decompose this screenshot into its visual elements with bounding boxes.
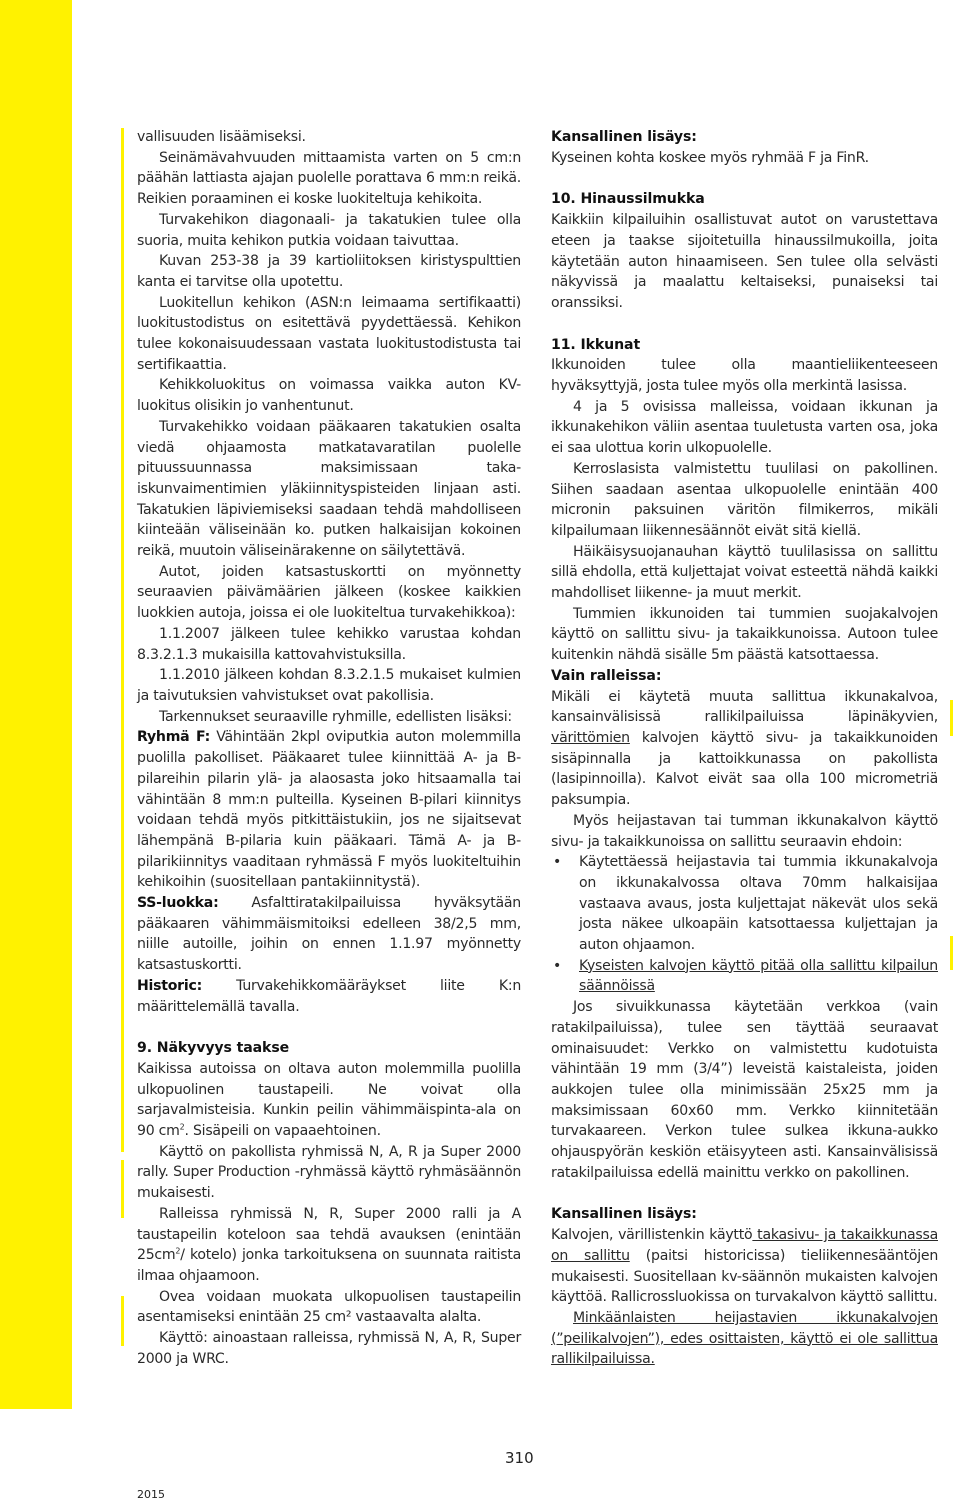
text: . Sisäpeili on vapaaehtoinen. [184,1123,381,1140]
underlined-text: värittömien [551,729,630,746]
paragraph: Seinämävahvuuden mittaamista varten on 5 cm:n päähän lattiasta ajajan puolelle porattava 6 mm:n reikä. Reikien poraaminen ei koske luokiteltuja kehikoita. [137,149,521,208]
paragraph: 4 ja 5 ovisissa malleissa, voidaan ikkunan ja ikkunakehikon väliin asentaa tuuletusta varten osa, joka ei saa ulottua korin ulkopuolelle. [551,398,938,457]
national-addition-heading: Kansallinen lisäys: [551,1206,697,1223]
ss-luokka-label: SS-luokka: [137,895,219,912]
section-heading-11: 11. Ikkunat [551,336,641,353]
paragraph: Myös heijastavan tai tumman ikkunakalvon käyttö sivu- ja takaikkunoissa on sallittu seuraavin ehdoin: [551,812,938,850]
ss-luokka-text: Asfalttiratakilpailuissa hyväksytään pääkaaren vähimmäismitoiksi edelleen 38/2,5 mm, niille autoille, joihin on ennen 1.1.97 myönnetty katsastuskortti. [137,895,521,974]
superscript: 2 [179,1122,185,1132]
text: Mikäli ei käytetä muuta sallittua ikkunakalvoa, kansainvälisissä rallikilpailuissa läpinäkyvien, [551,688,938,726]
list-item-text: Käytettäessä heijastavia tai tummia ikkunakalvoja on ikkunakalvossa oltava 70mm halkaisijaa vastaava avaus, josta kuljettajat näkevät ulos sekä josta näkee ulkoapäin katsottaessa kuljettajan ja auton ohjaamon. [579,854,938,954]
paragraph: Häikäisysuojanauhan käyttö tuulilasissa on sallittu sillä ehdolla, että kuljettajat voivat esteettä nähdä kaikki mahdolliset liikenne- ja muut merkit. [551,543,938,602]
national-addition-heading: Kansallinen lisäys: [551,129,697,145]
list-item [551,852,938,956]
text: kalvojen käyttö sivu- ja takaikkunoiden sisäpinnalla ja kattoikkunassa on pakollista (lasipinnoilla). Kalvot eivät saa olla 100 micrometriä paksumpia. [551,729,938,809]
paragraph: Minkäänlaisten heijastavien ikkunakalvojen (”peilikalvojen”), edes osittaisten, käyttö ei ole sallittua rallikilpailuissa. [551,1309,938,1368]
change-mark [121,1160,124,1218]
paragraph-ryhma-f [137,727,521,893]
rally-only-heading: Vain ralleissa: [551,667,662,684]
yellow-side-bar [0,0,72,1409]
list-item [551,956,938,997]
paragraph: Kaikkiin kilpailuihin osallistuvat autot on varustettava eteen ja taakse sijoitetuilla hinaussilmukoilla, joita käytetään auton hinaamiseen. Sen tulee olla selvästi näkyvissä ja maalattu keltaiseksi, punaiseksi tai oranssiksi. [551,212,938,311]
paragraph: Tummien ikkunoiden tai tummien suojakalvojen käyttö on sallittu sivu- ja takaikkunoissa. Autoon tulee kuitenkin nähdä sisälle 5m päästä katsottaessa. [551,605,938,664]
paragraph: Autot, joiden katsastuskortti on myönnetty seuraavien päivämäärien jälkeen (koskee kaikkien luokkien autoja, joissa ei ole luokiteltua turvakehikkoa): [137,563,521,622]
paragraph: Käyttö: ainoastaan ralleissa, ryhmissä N, A, R, Super 2000 ja WRC. [137,1330,521,1367]
list-item-text: Kyseisten kalvojen käyttö pitää olla sallittu kilpailun säännöissä [579,957,938,995]
paragraph: Luokitellun kehikon (ASN:n leimaama sertifikaatti) luokitustodistus on esitettävä pyydettäessä. Kehikon tulee kokonaisuudessaan vastata luokitustodistusta tai sertifikaattia. [137,294,521,373]
historic-text: Turvakehikkomääräykset liite K:n määrittelemällä tavalla. [137,977,521,1015]
bullet-icon: • [553,957,562,974]
paragraph: 1.1.2007 jälkeen tulee kehikko varustaa kohdan 8.3.2.1.3 mukaisilla kattovahvistuksilla. [137,625,521,663]
paragraph: Kehikkoluokitus on voimassa vaikka auton KV-luokitus olisikin jo vanhentunut. [137,377,521,415]
page-number: 310 [505,1449,534,1467]
ryhma-f-text: Vähintään 2kpl oviputkia auton molemmilla puolilla pakolliset. Pääkaaret tulee kiinnittää A- ja B-pilareihin pilarin ylä- ja alaosasta joko hitsaamalla tai vähintään 8 mm:n pulteilla. Kyseinen B-pilari kiinnitys voidaan tehdä myös pitkittäistukiin, jos ne sijaitsevat lähempänä B-pilaria kuin pääkaari. Tämä A- ja B-pilarikiinnitys vaaditaan ryhmässä F myös luokiteltuihin kehikoihin (suositellaan pantakiinnitystä). [137,729,521,891]
paragraph: Kyseinen kohta koskee myös ryhmää F ja FinR. [551,149,869,166]
paragraph: Ikkunoiden tulee olla maantieliikenteeseen hyväksyttyjä, josta tulee myös olla merkintä lasissa. [551,357,938,395]
change-mark [950,936,953,970]
paragraph: Turvakehikon diagonaali- ja takatukien tulee olla suoria, muita kehikon putkia voidaan taivuttaa. [137,211,521,249]
change-mark [950,700,953,736]
paragraph: Kuvan 253-38 ja 39 kartioliitoksen kiristyspulttien kanta ei tarvitse olla upotettu. [137,253,521,290]
paragraph: Käyttö on pakollista ryhmissä N, A, R ja Super 2000 rally. Super Production -ryhmässä käyttö ryhmäsäännön mukaisesti. [137,1143,521,1202]
paragraph: Ovea voidaan muokata ulkopuolisen taustapeilin asentamiseksi enintään 25 cm² vastaavalta alalta. [137,1288,521,1326]
paragraph-historic [137,976,521,1017]
paragraph [551,687,938,811]
paragraph-ss-luokka [137,893,521,976]
underlined-text: takasivu- ja takaikkunassa on sallittu [551,1227,938,1264]
paragraph [137,1059,521,1142]
conditions-list [551,852,938,997]
section-heading-10: 10. Hinaussilmukka [551,191,705,208]
change-mark [121,1296,124,1346]
paragraph: Kerroslasista valmistettu tuulilasi on pakollinen. Siihen saadaan asentaa ulkopuolelle enintään 400 micronin paksuinen väritön filmikerros, mikäli kilpailumaan liikennesäännöt eivät sitä kiellä. [551,460,938,539]
text: Kalvojen, värillistenkin käyttö [551,1227,753,1244]
text: Ralleissa ryhmissä N, R, Super 2000 ralli ja A taustapeilin koteloon saa tehdä avauksen (enintään 25cm [137,1205,521,1264]
left-column [137,127,521,1369]
footer-year: 2015 [137,1488,165,1501]
change-mark [121,128,124,1152]
paragraph [137,1204,521,1287]
paragraph: Jos sivuikkunassa käytetään verkkoa (vain ratakilpailuissa), tulee sen täyttää seuraavat ominaisuudet: Verkko on valmistettu kudotuista vähintään 19 mm (3/4”) leveistä kaistaleista, joiden aukkojen tulee olla minimissään 25x25 mm ja maksimissaan 60x60 mm. Verkko kiinnitetään turvakaareen. Verkon tulee sulkea ikkuna-aukko ohjauspyörän keskiön etäisyyteen asti. Kansainvälisissä ratakilpailuissa edellä mainittu verkko on pakollinen. [551,999,938,1181]
text: (paitsi historicissa) tieliikennesääntöjen mukaisesti. Suositellaan kv-säännön mukaisten kalvojen käyttöä. Rallicrossluokissa on turvakalvon käyttö sallittu. [551,1247,938,1306]
ryhma-f-label: Ryhmä F: [137,729,211,746]
paragraph: Tarkennukset seuraaville ryhmille, edellisten lisäksi: [159,708,512,725]
section-heading-9: 9. Näkyvyys taakse [137,1040,290,1057]
text: Kaikissa autoissa on oltava auton molemmilla puolilla ulkopuolinen taustapeili. Ne voivat olla sarjavalmisteisia. Kunkin peilin vähimmäispinta-ala on 90 cm [137,1060,521,1140]
paragraph: Turvakehikko voidaan pääkaaren takatukien osalta viedä ohjaamosta matkatavaratilan puolelle pituussuunnassa maksimissaan taka-iskunvaimentimien yläkiinnityspisteiden linjaan asti. Takatukien läpiviemiseksi saadaan tehdä mahdolliseen kiinteään väliseinään ko. putken halkaisijan kokoinen reikä, muutoin väliseinärakenne on säilytettävä. [137,418,521,560]
paragraph: 1.1.2010 jälkeen kohdan 8.3.2.1.5 mukaiset kulmien ja taivutuksien vahvistukset ovat pakollisia. [137,667,521,704]
text: / kotelo) jonka tarkoituksena on suunnata raitista ilmaa ohjaamoon. [137,1247,521,1284]
superscript: 2 [175,1246,181,1256]
paragraph [551,1225,938,1308]
bullet-icon: • [553,854,562,871]
historic-label: Historic: [137,977,202,994]
paragraph: vallisuuden lisäämiseksi. [137,129,306,145]
right-column [551,127,938,1370]
